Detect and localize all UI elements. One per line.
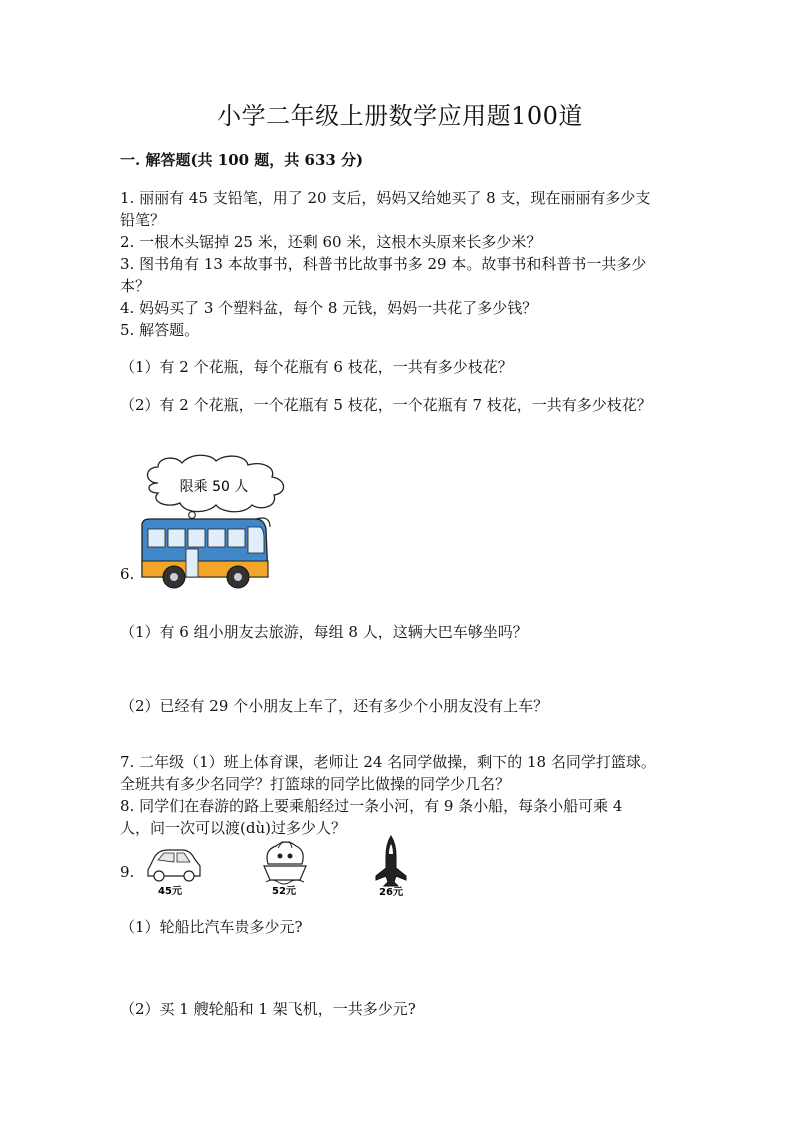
page-title: 小学二年级上册数学应用题100道	[217, 102, 583, 130]
question-7-line-1: 7. 二年级（1）班上体育课，老师让 24 名同学做操，剩下的 18 名同学打篮球。	[120, 753, 656, 771]
question-6-sub-1: （1）有 6 组小朋友去旅游，每组 8 人，这辆大巴车够坐吗？	[120, 623, 528, 641]
question-5-sub-1: （1）有 2 个花瓶，每个花瓶有 6 枝花，一共有多少枝花？	[120, 358, 513, 376]
bubble-text: 限乘 50 人	[179, 479, 249, 495]
bus-icon	[142, 518, 270, 588]
question-3-line-1: 3. 图书角有 13 本故事书，科普书比故事书多 29 本。故事书和科普书一共多少	[120, 255, 647, 273]
ship-icon	[260, 836, 310, 898]
thought-bubble	[148, 455, 284, 525]
section-heading: 一. 解答题(共 100 题，共 633 分)	[120, 151, 364, 169]
question-1-line-2: 铅笔？	[120, 211, 166, 229]
question-6-sub-2: （2）已经有 29 个小朋友上车了，还有多少个小朋友没有上车？	[120, 697, 549, 715]
question-5: 5. 解答题。	[120, 321, 200, 339]
car-icon	[142, 836, 204, 898]
question-3-line-2: 本？	[120, 277, 151, 295]
question-8-line-1: 8. 同学们在春游的路上要乘船经过一条小河，有 9 条小船，每条小船可乘 4	[120, 797, 623, 815]
bus-illustration	[136, 453, 302, 593]
question-8-line-2: 人，问一次可以渡(dù)过多少人？	[120, 819, 346, 837]
question-9-sub-1: （1）轮船比汽车贵多少元?	[120, 918, 303, 936]
question-9-number: 9.	[120, 863, 135, 881]
plane-icon	[372, 834, 410, 898]
question-6-number: 6.	[120, 565, 135, 583]
question-1-line-1: 1. 丽丽有 45 支铅笔，用了 20 支后，妈妈又给她买了 8 支，现在丽丽有多少支	[120, 189, 651, 207]
question-7-line-2: 全班共有多少名同学？打篮球的同学比做操的同学少几名？	[120, 775, 511, 793]
car-price: 45元	[158, 886, 182, 897]
question-2: 2. 一根木头锯掉 25 米，还剩 60 米，这根木头原来长多少米？	[120, 233, 542, 251]
plane-price: 26元	[379, 887, 403, 898]
ship-price: 52元	[272, 886, 296, 897]
question-5-sub-2: （2）有 2 个花瓶，一个花瓶有 5 枝花，一个花瓶有 7 枝花，一共有多少枝花？	[120, 396, 652, 414]
question-4: 4. 妈妈买了 3 个塑料盆，每个 8 元钱，妈妈一共花了多少钱？	[120, 299, 538, 317]
question-9-sub-2: （2）买 1 艘轮船和 1 架飞机，一共多少元?	[120, 1000, 416, 1018]
